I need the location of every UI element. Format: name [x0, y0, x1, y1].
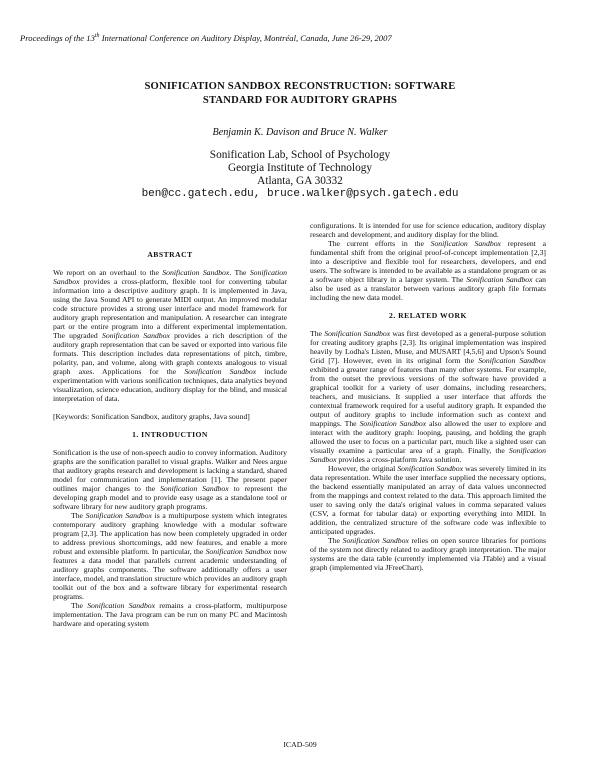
related-paragraph-3: The Sonification Sandbox relies on open source libraries for portions of the system not directly related to auditory graph interpretation. The major systems are the data table (currently implemented via JTable) and a visual graph (implemented via JFreeChart). — [310, 536, 546, 572]
header-text-rest: International Conference on Auditory Display, Montréal, Canada, June 26-29, 2007 — [99, 33, 392, 43]
intro-continued: configurations. It is intended for use for science education, auditory display research and development, and auditory display for the blind. — [310, 221, 546, 239]
affiliation-institute: Georgia Institute of Technology — [227, 162, 373, 174]
related-paragraph-1: The Sonification Sandbox was first developed as a general-purpose solution for creating auditory graphs [2,3]. Its original implementation was inspired heavily by Lodha's Listen, Muse, and MUSART [4,5,6] and Upson's Sound Grid [7]. However, even in its original form the Sonification Sandbox exhibited a greater range of features than many other systems. For example, from the outset the previous versions of the software have provided a graphical toolkit for a variety of user domains, including researchers, teachers, and musicians. It supplied a user interface that affords the contextual framework required for a useful auditory graph. It expanded the output of auditory graphs to include information such as context and mappings. The Sonification Sandbox also allowed the user to explore and interact with the auditory graph: looping, pausing, and holding the graph allowed the user to focus on a particular part, much like a sighted user can visually examine a particular area of a graph. Finally, the Sonification Sandbox provides a cross-platform Java solution. — [310, 329, 546, 464]
keywords: [Keywords: Sonification Sandbox, auditory graphs, Java sound] — [53, 412, 250, 421]
proceedings-header — [20, 33, 580, 43]
header-superscript: th — [94, 33, 100, 40]
intro-paragraph-1: Sonification is the use of non-speech audio to convey information. Auditory graphs are the sonification parallel to visual graphs. Walker and Nees argue that auditory graphs research and development is lacking a standard, shared model for communication and implementation [1]. The present paper outlines major changes to the Sonification Sandbox to represent the developing graph model and to provide easy usage as a standalone tool or software library for new auditory graph programs. — [53, 448, 287, 511]
affiliation-lab: Sonification Lab, School of Psychology — [209, 149, 391, 161]
author-emails: ben@cc.gatech.edu, bruce.walker@psych.gatech.edu — [141, 188, 459, 200]
abstract-paragraph: We report on an overhaul to the Sonification Sandbox. The Sonification Sandbox provides a cross-platform, flexible tool for converting tabular information into a descriptive auditory graph. It is implemented in Java, using the Java Sound API to generate MIDI output. An improved modular code structure provides a strong user interface and model framework for auditory graph representation and manipulation. A researcher can integrate part or the entire program into a different experimental implementation. The upgraded Sonification Sandbox provides a rich description of the auditory graph representation that can be saved or exported into various file formats. This description includes data representations of pitch, timbre, polarity, pan, and volume, along with graph contexts analogous to visual graph axes. Applications for the Sonification Sandbox include experimentation with various sonification techniques, data analytics beyond visualization, science education, auditory display for the blind, and musical interpretation of data. — [53, 268, 287, 403]
page-number: ICAD-509 — [283, 740, 317, 749]
introduction-heading: 1. INTRODUCTION — [132, 430, 208, 439]
left-column — [53, 250, 287, 628]
affiliation-city: Atlanta, GA 30332 — [257, 175, 343, 187]
abstract-heading: ABSTRACT — [147, 250, 193, 259]
intro-paragraph-4: The current efforts in the Sonification Sandbox represent a fundamental shift from the original proof-of-concept implementation [2,3] into a descriptive and flexible tool for researchers, developers, and end users. The software is intended to be available as a standalone program or as a software object library in a larger system. The Sonification Sandbox can also be used as a translator between various auditory graph file formats including the new data model. — [310, 239, 546, 302]
paper-title-line1: SONIFICATION SANDBOX RECONSTRUCTION: SOFTWARE — [144, 81, 456, 92]
related-work-heading: 2. RELATED WORK — [389, 311, 467, 320]
related-paragraph-2: However, the original Sonification Sandbox was severely limited in its data representation. While the user interface supplied the necessary options, the backend essentially manipulated an array of data values unconnected from the mappings and context related to the data. This approach limited the user to saving only the data's original values in comma separated values (CSV, a format for tabular data) or exporting everything into MIDI. In addition, the centralized structure of the software code was inflexible to anticipated upgrades. — [310, 464, 546, 536]
right-column — [310, 221, 546, 572]
header-text: Proceedings of the 13 — [20, 33, 95, 43]
intro-paragraph-3: The Sonification Sandbox remains a cross-platform, multipurpose implementation. The Java program can be run on many PC and Macintosh hardware and operating system — [53, 601, 288, 628]
intro-paragraph-2: The Sonification Sandbox is a multipurpose system which integrates contemporary auditory graphing knowledge with a modular software program [2,3]. The application has now been completely upgraded in order to address previous shortcomings, add new features, and enable a more robust and extensible platform. In particular, the Sonification Sandbox now features a data model that parallels current academic understanding of auditory graphs components. The software additionally offers a user interface, model, and translation structure which provides an auditory graph toolkit out of the box and a software library for experimental research programs. — [53, 511, 288, 601]
paper-title-line2: STANDARD FOR AUDITORY GRAPHS — [202, 95, 398, 106]
authors: Benjamin K. Davison and Bruce N. Walker — [212, 127, 388, 138]
